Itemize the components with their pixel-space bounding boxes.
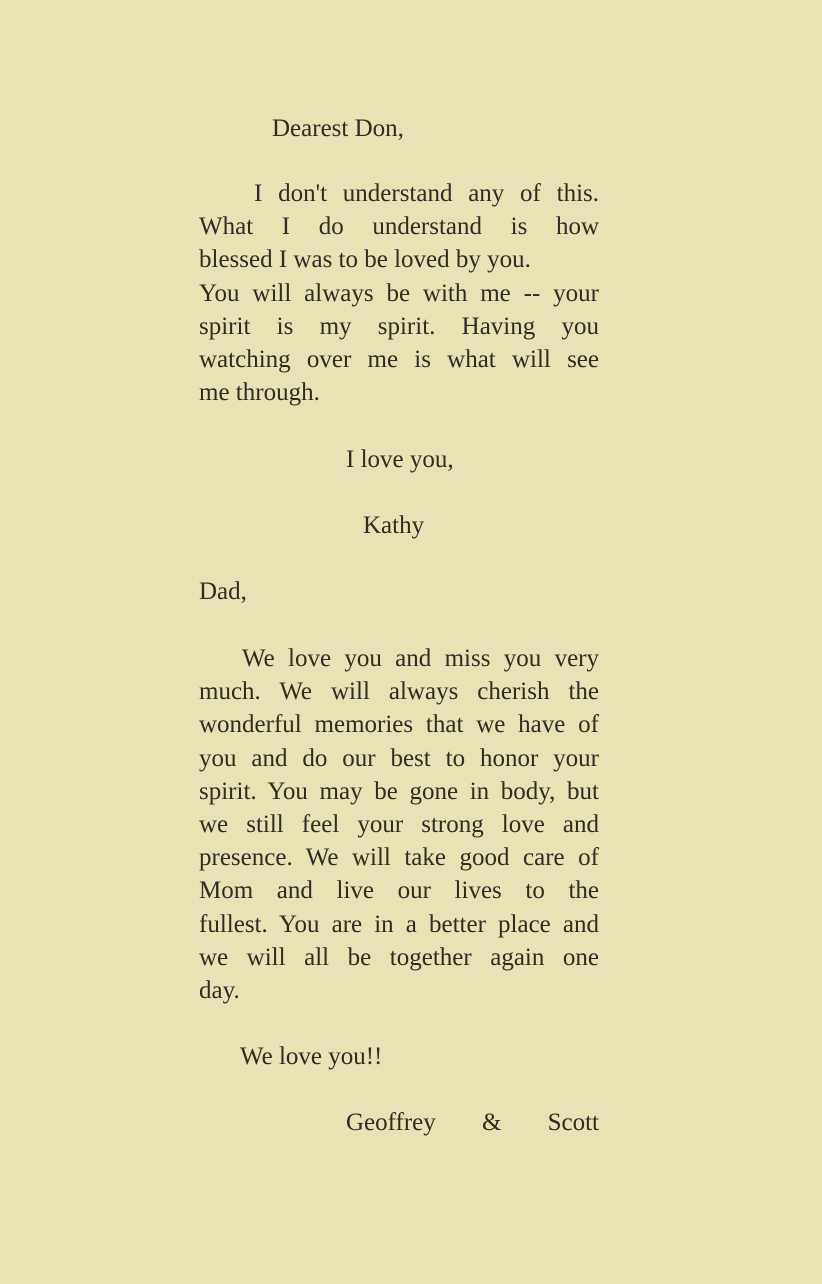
letter1-line: me through. <box>199 379 320 407</box>
letter2-line: fullest. You are in a better place and <box>199 910 599 938</box>
letter2-line: you and do our best to honor your <box>199 744 599 772</box>
letter2-line: we will all be together again one <box>199 943 599 971</box>
letter1-line: blessed I was to be loved by you. <box>199 246 531 274</box>
letter2-line: We love you and miss you very <box>242 645 599 672</box>
letter1-line: You will always be with me -- your <box>199 279 599 307</box>
letter2-closing: We love you!! <box>240 1043 383 1070</box>
letter2-signature: Geoffrey & Scott <box>346 1109 599 1136</box>
letter2-body <box>199 642 599 1007</box>
letter2-line: presence. We will take good care of <box>199 844 599 872</box>
letter1-line: spirit is my spirit. Having you <box>199 312 599 340</box>
letter2-line: much. We will always cherish the <box>199 678 599 706</box>
letter2-salutation: Dad, <box>199 578 247 605</box>
letter1-salutation: Dearest Don, <box>272 115 404 142</box>
letter1-line: What I do understand is how <box>199 213 599 241</box>
letter1-body <box>199 177 599 409</box>
letter2-line: spirit. You may be gone in body, but <box>199 777 599 805</box>
letter1-line: watching over me is what will see <box>199 345 599 373</box>
letter1-line: I don't understand any of this. <box>254 180 599 207</box>
letter1-closing: I love you, <box>346 446 454 473</box>
letter2-line: wonderful memories that we have of <box>199 711 599 739</box>
letter2-line: day. <box>199 976 240 1004</box>
letter2-line: we still feel your strong love and <box>199 810 599 838</box>
letter2-line: Mom and live our lives to the <box>199 877 599 905</box>
letter1-signature: Kathy <box>363 512 425 539</box>
